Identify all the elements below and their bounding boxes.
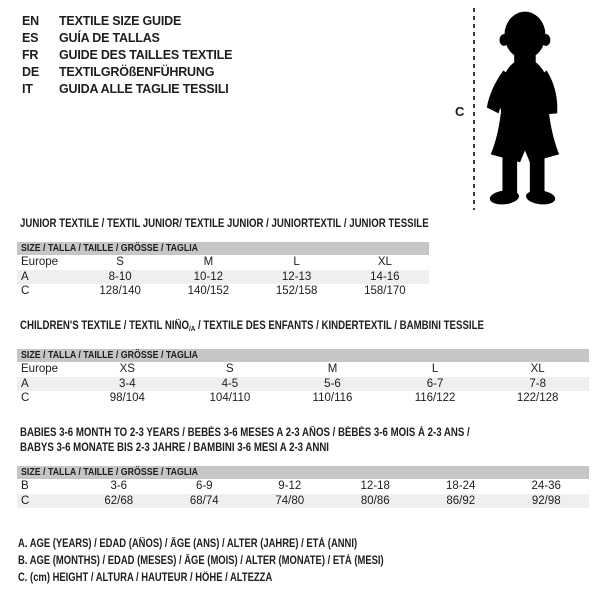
language-row-fr xyxy=(22,47,232,64)
baby-silhouette-icon xyxy=(479,7,567,208)
legend-line-c xyxy=(18,570,464,587)
row-label: C xyxy=(21,494,30,507)
language-title-list xyxy=(22,13,232,98)
language-row-it xyxy=(22,81,232,98)
title-part: / TEXTILE DES ENFANTS / KINDERTEXTIL / BAMBINI TESSILE xyxy=(195,320,484,332)
row-label: C xyxy=(21,392,30,404)
size-header-bar xyxy=(17,466,589,479)
legend-line-a-text: A. AGE (YEARS) / EDAD (AÑOS) / ÂGE (ANS) / ALTER (JAHRE) / ETÀ (ANNI) xyxy=(18,538,358,550)
row-label: A xyxy=(21,377,29,390)
size-column-header: L xyxy=(431,363,439,375)
size-column-header: M xyxy=(327,363,338,375)
size-column-header: M xyxy=(203,256,214,268)
table-cell: 62/68 xyxy=(104,494,134,507)
table-cell: 86/92 xyxy=(446,494,476,507)
table-cell: 24-36 xyxy=(531,480,561,492)
language-code: IT xyxy=(22,82,33,96)
table-cell: 12-18 xyxy=(360,480,390,492)
row-label: Europe xyxy=(21,363,59,375)
legend-line-b-text: B. AGE (MONTHS) / EDAD (MESES) / ÂGE (MOIS) / ALTER (MONATE) / ETÀ (MESI) xyxy=(18,555,384,567)
junior-section-title-text: JUNIOR TEXTILE / TEXTIL JUNIOR/ TEXTILE JUNIOR / JUNIORTEXTIL / JUNIOR TESSILE xyxy=(20,218,429,230)
legend-line-a xyxy=(18,536,464,553)
language-row-es xyxy=(22,30,232,47)
measurement-legend xyxy=(18,536,464,587)
babies-title-line1: BABIES 3-6 MONTH TO 2-3 YEARS / BEBÉS 3-6 MESES A 2-3 AÑOS / BÉBÉS 3-6 MOIS À 2-3 ANS / xyxy=(20,427,470,439)
table-cell: 6-9 xyxy=(195,480,213,492)
size-column-header: L xyxy=(293,256,300,268)
table-cell: 80/86 xyxy=(360,494,390,507)
guide-title-text: TEXTILE SIZE GUIDE xyxy=(59,14,182,28)
table-cell: 122/128 xyxy=(516,392,559,404)
size-column-header: XL xyxy=(530,363,545,375)
table-cell: 116/122 xyxy=(414,392,456,404)
table-cell: 140/152 xyxy=(187,285,230,297)
language-code: ES xyxy=(22,31,39,45)
table-row-europe xyxy=(17,362,589,377)
table-row-age-months xyxy=(17,479,589,494)
legend-line-b xyxy=(18,553,464,570)
row-label: B xyxy=(21,480,29,492)
junior-section-title xyxy=(20,218,506,230)
table-row-age xyxy=(17,377,589,392)
table-cell: 8-10 xyxy=(108,270,132,283)
guide-title-text: GUIDA ALLE TAGLIE TESSILI xyxy=(59,82,229,96)
height-measure-label: C xyxy=(455,104,465,119)
table-cell: 104/110 xyxy=(209,392,251,404)
table-cell: 6-7 xyxy=(426,377,444,390)
guide-title-text: GUÍA DE TALLAS xyxy=(59,31,160,45)
language-row-de xyxy=(22,64,232,81)
table-row-age xyxy=(17,270,429,285)
table-cell: 12-13 xyxy=(281,270,312,283)
babies-section-title xyxy=(20,426,555,456)
size-header-bar xyxy=(17,242,429,255)
legend-line-c-text: C. (cm) HEIGHT / ALTURA / HAUTEUR / HÖHE / ALTEZZA xyxy=(18,572,273,584)
table-cell: 98/104 xyxy=(109,392,145,404)
size-header-text: SIZE / TALLA / TAILLE / GRÖSSE / TAGLIA xyxy=(21,242,199,254)
table-cell: 3-6 xyxy=(110,480,128,492)
language-row-en xyxy=(22,13,232,30)
table-row-height xyxy=(17,284,429,299)
table-cell: 4-5 xyxy=(221,377,239,390)
table-row-height xyxy=(17,391,589,406)
children-section-title xyxy=(20,320,572,333)
table-row-europe xyxy=(17,255,429,270)
language-code: EN xyxy=(22,14,39,28)
table-cell: 110/116 xyxy=(312,392,353,404)
table-cell: 18-24 xyxy=(446,480,476,492)
babies-size-table xyxy=(17,466,589,508)
guide-title-text: GUIDE DES TAILLES TEXTILE xyxy=(59,48,233,62)
table-cell: 68/74 xyxy=(189,494,219,507)
table-cell: 3-4 xyxy=(118,377,136,390)
size-column-header: S xyxy=(116,256,124,268)
size-column-header: XL xyxy=(377,256,392,268)
title-part: CHILDREN'S TEXTILE / TEXTIL NIÑO xyxy=(20,320,190,332)
children-size-table xyxy=(17,349,589,406)
table-cell: 10-12 xyxy=(193,270,224,283)
table-cell: 92/98 xyxy=(531,494,561,507)
guide-title-text: TEXTILGRÖßENFÜHRUNG xyxy=(59,65,215,79)
size-column-header: S xyxy=(226,363,234,375)
table-cell: 158/170 xyxy=(364,285,406,297)
language-code: DE xyxy=(22,65,39,79)
babies-title-line2: BABYS 3-6 MONATE BIS 2-3 JAHRE / BAMBINI 3-6 MESI A 2-3 ANNI xyxy=(20,442,329,454)
table-row-height xyxy=(17,494,589,509)
size-header-text: SIZE / TALLA / TAILLE / GRÖSSE / TAGLIA xyxy=(21,466,199,478)
size-header-text: SIZE / TALLA / TAILLE / GRÖSSE / TAGLIA xyxy=(21,349,199,361)
language-code: FR xyxy=(22,48,39,62)
size-header-bar xyxy=(17,349,589,362)
table-cell: 152/158 xyxy=(275,285,318,297)
row-label: C xyxy=(21,285,30,297)
table-cell: 9-12 xyxy=(278,480,302,492)
title-subscript: /A xyxy=(189,324,196,333)
children-section-title-text xyxy=(20,320,484,333)
table-cell: 128/140 xyxy=(99,285,141,297)
size-column-header: XS xyxy=(119,363,135,375)
row-label: A xyxy=(21,270,29,283)
row-label: Europe xyxy=(21,256,59,268)
junior-size-table xyxy=(17,242,429,299)
height-measure-line xyxy=(473,8,475,210)
table-cell: 14-16 xyxy=(370,270,400,283)
table-cell: 5-6 xyxy=(324,377,341,390)
table-cell: 74/80 xyxy=(275,494,305,507)
table-cell: 7-8 xyxy=(529,377,546,390)
